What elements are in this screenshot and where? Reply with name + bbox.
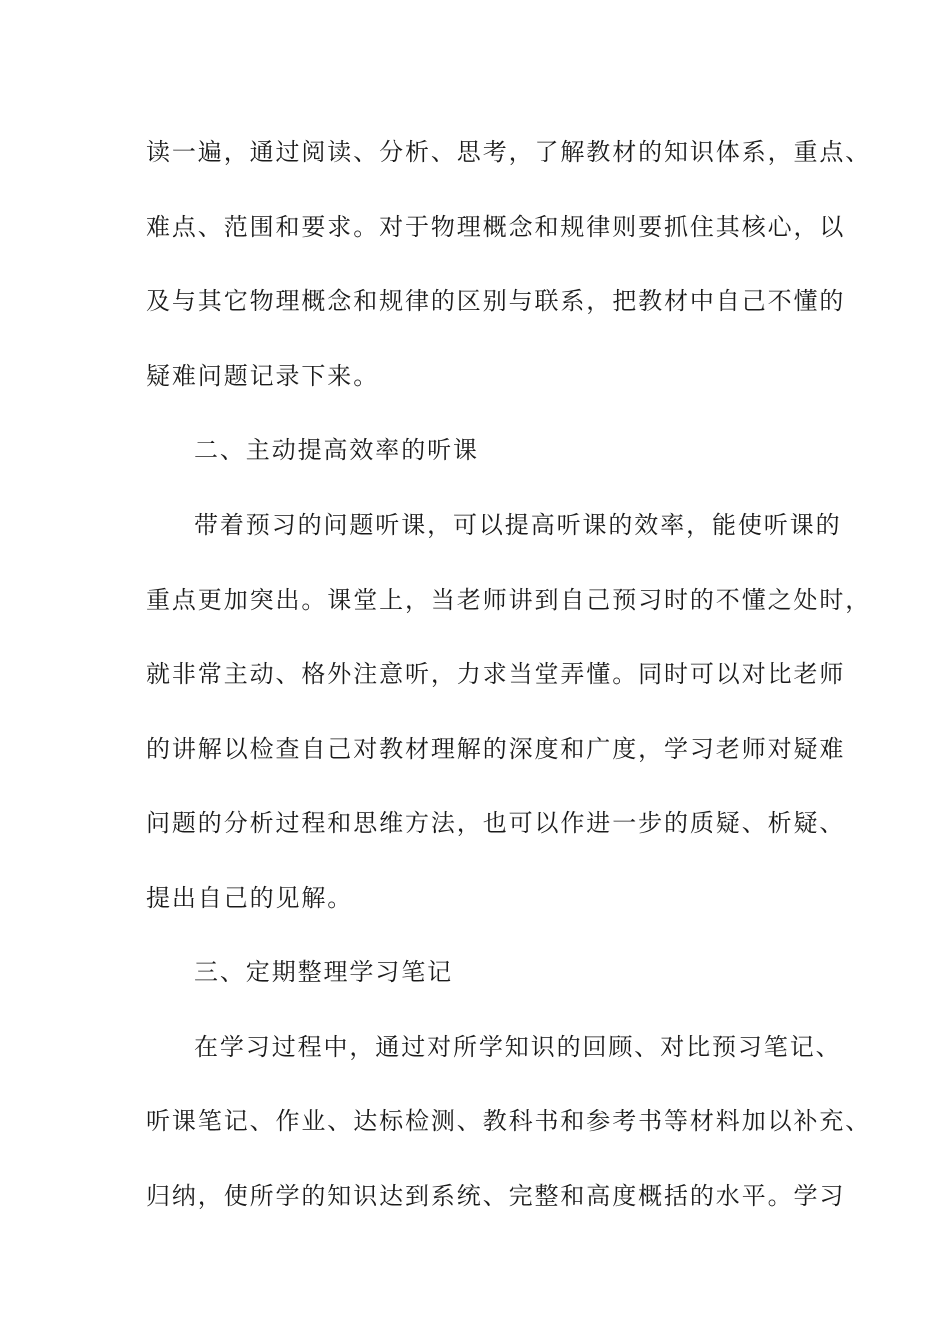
paragraph-line: 的讲解以检查自己对教材理解的深度和广度，学习老师对疑难 bbox=[146, 735, 846, 763]
paragraph-line: 在学习过程中，通过对所学知识的回顾、对比预习笔记、 bbox=[194, 1033, 842, 1061]
paragraph-line: 读一遍，通过阅读、分析、思考，了解教材的知识体系，重点、 bbox=[146, 138, 872, 166]
paragraph-line: 问题的分析过程和思维方法，也可以作进一步的质疑、析疑、 bbox=[146, 809, 846, 837]
paragraph-line: 及与其它物理概念和规律的区别与联系，把教材中自己不懂的 bbox=[146, 287, 846, 315]
paragraph-line: 疑难问题记录下来。 bbox=[146, 362, 380, 390]
paragraph-line: 重点更加突出。课堂上，当老师讲到自己预习时的不懂之处时， bbox=[146, 586, 872, 614]
paragraph-line: 提出自己的见解。 bbox=[146, 884, 354, 912]
section-heading: 二、主动提高效率的听课 bbox=[194, 436, 479, 464]
paragraph-line: 归纳，使所学的知识达到系统、完整和高度概括的水平。学习 bbox=[146, 1182, 846, 1210]
section-heading: 三、定期整理学习笔记 bbox=[194, 958, 453, 986]
paragraph-line: 带着预习的问题听课，可以提高听课的效率，能使听课的 bbox=[194, 511, 842, 539]
paragraph-line: 听课笔记、作业、达标检测、教科书和参考书等材料加以补充、 bbox=[146, 1107, 872, 1135]
paragraph-line: 难点、范围和要求。对于物理概念和规律则要抓住其核心，以 bbox=[146, 213, 846, 241]
paragraph-line: 就非常主动、格外注意听，力求当堂弄懂。同时可以对比老师 bbox=[146, 660, 846, 688]
